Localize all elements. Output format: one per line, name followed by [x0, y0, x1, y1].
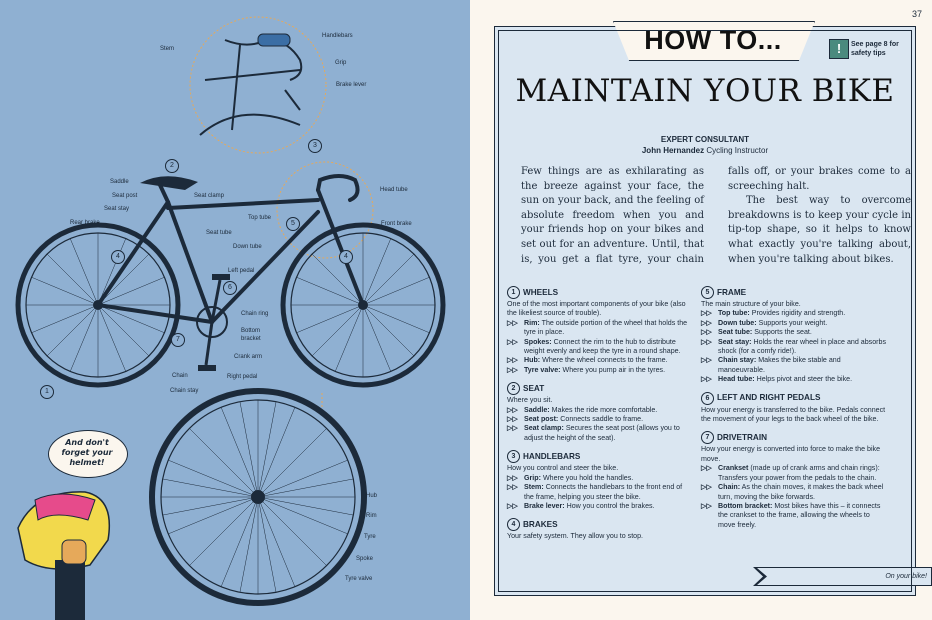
label-chain-ring: Chain ring [241, 311, 269, 317]
arrow-icon: ▷▷ [701, 319, 712, 327]
label-down-tube: Down tube [233, 244, 262, 250]
arrow-icon: ▷▷ [701, 465, 712, 473]
section-number: 2 [507, 382, 520, 395]
arrow-icon: ▷▷ [701, 310, 712, 318]
list-item: ▷▷ Top tube: Provides rigidity and strength. [701, 309, 846, 318]
list-item: ▷▷ Stem: Connects the handlebars to the front end of the frame, helping you steer the bike. [507, 483, 683, 501]
detail-wheel [152, 391, 364, 603]
section-handlebars [507, 450, 693, 511]
intro-paragraph: Few things are as exhilarating as the breeze against your face, the sun on your back, and the feeling of absolute freedom when you and your friends hop on your bikes and set out for an adventure. Until, that is, you get a flat tyre, your chain falls off, or your brakes come to a screeching halt. [521, 166, 911, 265]
section-number: 6 [701, 392, 714, 405]
label-brake-lever: Brake lever [336, 82, 367, 88]
list-item: ▷▷ Hub: Where the wheel connects to the frame. [507, 356, 668, 365]
section-heading: DRIVETRAIN [717, 433, 768, 443]
label-crank-arm: Crank arm [234, 354, 263, 360]
section-heading: SEAT [523, 384, 545, 394]
section-description: How your energy is transferred to the bike. Pedals connect the movement of your legs to the back wheel of the bike. [701, 405, 886, 424]
expert-role: Cycling Instructor [706, 146, 769, 155]
diagram-number-6: 6 [223, 281, 237, 295]
arrow-icon: ▷▷ [701, 357, 712, 365]
expert-consultant [495, 134, 915, 156]
section-frame [701, 286, 887, 385]
section-description: How your energy is converted into force to make the bike move. [701, 445, 881, 463]
label-grip: Grip [335, 60, 347, 66]
arrow-icon: ▷▷ [507, 474, 518, 482]
label-head-tube: Head tube [380, 187, 408, 193]
section-drivetrain [701, 431, 887, 530]
diagram-number-4-front: 4 [339, 250, 353, 264]
arrow-icon: ▷▷ [507, 338, 518, 346]
helmet-illustration [18, 492, 109, 620]
arrow-icon: ▷▷ [507, 357, 518, 365]
list-item: ▷▷ Seat post: Connects saddle to frame. [507, 415, 644, 424]
arrow-icon: ▷▷ [701, 338, 712, 346]
arrow-icon: ▷▷ [701, 329, 712, 337]
label-tyre-valve: Tyre valve [345, 576, 373, 582]
section-description: Your safety system. They allow you to stop. [507, 532, 644, 541]
section-description: One of the most important components of your bike (also the likeliest source of trouble). [507, 300, 686, 318]
arrow-icon: ▷▷ [701, 484, 712, 492]
section-description: How you control and steer the bike. [507, 464, 619, 473]
list-item: ▷▷ Down tube: Supports your weight. [701, 318, 828, 327]
label-chain: Chain [172, 373, 188, 379]
expert-label: EXPERT CONSULTANT [660, 135, 750, 144]
section-number: 4 [507, 518, 520, 531]
parts-column-left [507, 286, 693, 549]
list-item: ▷▷ Saddle: Makes the ride more comfortable. [507, 405, 658, 414]
page-title: MAINTAIN YOUR BIKE [515, 73, 895, 109]
safety-tip-icon: ! [829, 39, 849, 59]
list-item: ▷▷ Spokes: Connect the rim to the hub to distribute weight evenly and keep the tyre in a round shape. [507, 337, 681, 356]
arrow-icon: ▷▷ [507, 425, 518, 433]
list-item: ▷▷ Seat tube: Supports the seat. [701, 328, 812, 337]
label-seat-tube: Seat tube [206, 230, 232, 236]
footer-text: On your bike! [885, 573, 927, 580]
saddle-shape [140, 176, 198, 190]
section-heading: LEFT AND RIGHT PEDALS [717, 393, 821, 403]
speech-bubble-text: And don't forget your helmet! [61, 438, 113, 467]
arrow-icon: ▷▷ [507, 502, 518, 510]
diagram-number-3: 3 [308, 139, 322, 153]
arrow-icon: ▷▷ [507, 406, 518, 414]
section-description: Where you sit. [507, 396, 553, 405]
label-handlebars: Handlebars [322, 33, 353, 39]
safety-tip-text[interactable]: See page 8 for safety tips [851, 41, 899, 57]
diagram-number-4-rear: 4 [111, 250, 125, 264]
label-hub: Hub [366, 493, 378, 499]
section-seat [507, 382, 693, 443]
list-item: ▷▷ Chain: As the chain moves, it makes the back wheel turn, moving the bike forwards. [701, 483, 884, 501]
label-bottom-bracket: Bottom bracket [241, 328, 261, 342]
how-to-banner: HOW TO... [644, 24, 782, 55]
expert-name: John Hernandez [641, 146, 705, 155]
diagram-number-1: 1 [40, 385, 54, 399]
parts-column-right [701, 286, 887, 537]
page-number: 37 [911, 9, 922, 19]
list-item: ▷▷ Rim: The outside portion of the wheel that holds the tyre in place. [507, 318, 688, 337]
arrow-icon: ▷▷ [507, 484, 518, 492]
diagram-number-2: 2 [165, 159, 179, 173]
section-wheels [507, 286, 693, 375]
diagram-number-5: 5 [286, 217, 300, 231]
label-stem: Stem [160, 46, 175, 52]
section-brakes [507, 518, 693, 541]
label-right-pedal: Right pedal [227, 374, 258, 380]
grip-closeup [258, 34, 290, 46]
list-item: ▷▷ Seat clamp: Secures the seat post (allows you to adjust the height of the seat). [507, 424, 680, 442]
section-heading: WHEELS [523, 287, 559, 297]
label-left-pedal: Left pedal [228, 268, 255, 274]
list-item: ▷▷ Head tube: Helps pivot and steer the bike. [701, 375, 853, 384]
intro-text [521, 165, 911, 267]
section-pedals [701, 392, 887, 425]
list-item: ▷▷ Chain stay: Makes the bike stable and manoeuvrable. [701, 356, 841, 374]
diagram-number-7: 7 [171, 333, 185, 347]
label-saddle: Saddle [110, 179, 129, 185]
label-top-tube: Top tube [248, 215, 272, 221]
section-heading: FRAME [717, 287, 747, 297]
section-number: 1 [507, 286, 520, 299]
arrow-icon: ▷▷ [507, 416, 518, 424]
article-page [470, 0, 932, 620]
list-item: ▷▷ Seat stay: Holds the rear wheel in place and absorbs shock (for a comfy ride!). [701, 337, 886, 356]
section-heading: HANDLEBARS [523, 452, 581, 462]
section-number: 5 [701, 286, 714, 299]
section-description: The main structure of your bike. [701, 300, 801, 308]
list-item: ▷▷ Grip: Where you hold the handles. [507, 473, 634, 482]
section-number: 3 [507, 450, 520, 463]
label-spoke: Spoke [356, 556, 374, 562]
section-heading: BRAKES [523, 520, 558, 530]
label-chain-stay: Chain stay [170, 388, 199, 394]
label-rear-brake: Rear brake [70, 220, 100, 226]
list-item: ▷▷ Tyre valve: Where you pump air in the tyres. [507, 365, 666, 374]
arrow-icon: ▷▷ [701, 502, 712, 510]
label-front-brake: Front brake [381, 221, 412, 227]
label-seat-clamp: Seat clamp [194, 193, 225, 199]
label-seat-post: Seat post [112, 193, 138, 199]
list-item: ▷▷ Crankset (made up of crank arms and chain rings): Transfers your power from the pedals to the chain. [701, 464, 880, 482]
bike-frame [98, 176, 363, 322]
intro-paragraph: The best way to overcome breakdowns is to keep your cycle in tip-top shape, so it helps to know what exactly you're talking about, when you're talking about bikes. [728, 195, 911, 265]
label-rim: Rim [366, 513, 377, 519]
section-number: 7 [701, 431, 714, 444]
label-seat-stay: Seat stay [104, 206, 130, 212]
list-item: ▷▷ Brake lever: How you control the brakes. [507, 501, 655, 510]
label-tyre: Tyre [364, 534, 376, 540]
article-panel [494, 24, 927, 596]
arrow-icon: ▷▷ [507, 319, 518, 327]
arrow-icon: ▷▷ [701, 376, 712, 384]
arrow-icon: ▷▷ [507, 366, 518, 374]
list-item: ▷▷ Bottom bracket: Most bikes have this – it connects the crankset to the frame, allowing the wheels to move freely. [701, 501, 881, 529]
